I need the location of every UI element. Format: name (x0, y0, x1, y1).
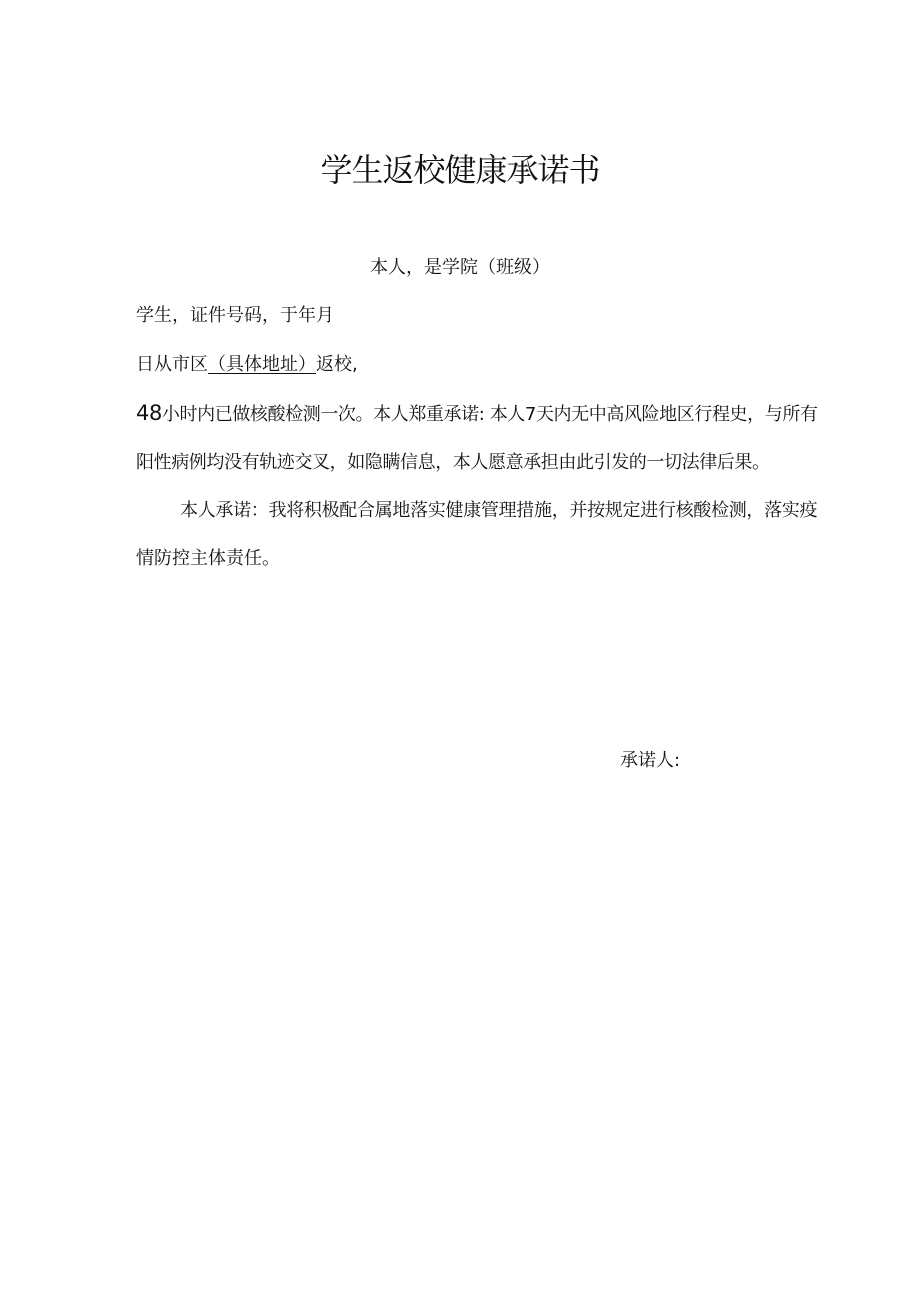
address-underlined: （具体地址） (208, 354, 316, 375)
paragraph-line-1: 本人，是学院（班级） (370, 257, 550, 278)
hours-number: 48 (136, 401, 162, 425)
paragraph-line-7: 情防控主体责任。 (136, 548, 280, 569)
paragraph-line-6: 本人承诺：我将积极配合属地落实健康管理措施，并按规定进行核酸检测，落实疫 (180, 500, 818, 521)
paragraph-line-2: 学生，证件号码，于年月 (136, 305, 334, 326)
line3-prefix: 日从市区 (136, 354, 208, 375)
paragraph-line-4 (136, 400, 818, 428)
paragraph-line-5: 阳性病例均没有轨迹交叉，如隐瞒信息，本人愿意承担由此引发的一切法律后果。 (136, 452, 770, 473)
paragraph-line-3 (136, 352, 358, 378)
line3-suffix: 返校, (316, 354, 358, 375)
signature-label: 承诺人: (620, 750, 681, 771)
document-title: 学生返校健康承诺书 (320, 151, 600, 189)
line4-text: 小时内已做核酸检测一次。本人郑重承诺: 本人7天内无中高风险地区行程史，与所有 (161, 404, 818, 425)
